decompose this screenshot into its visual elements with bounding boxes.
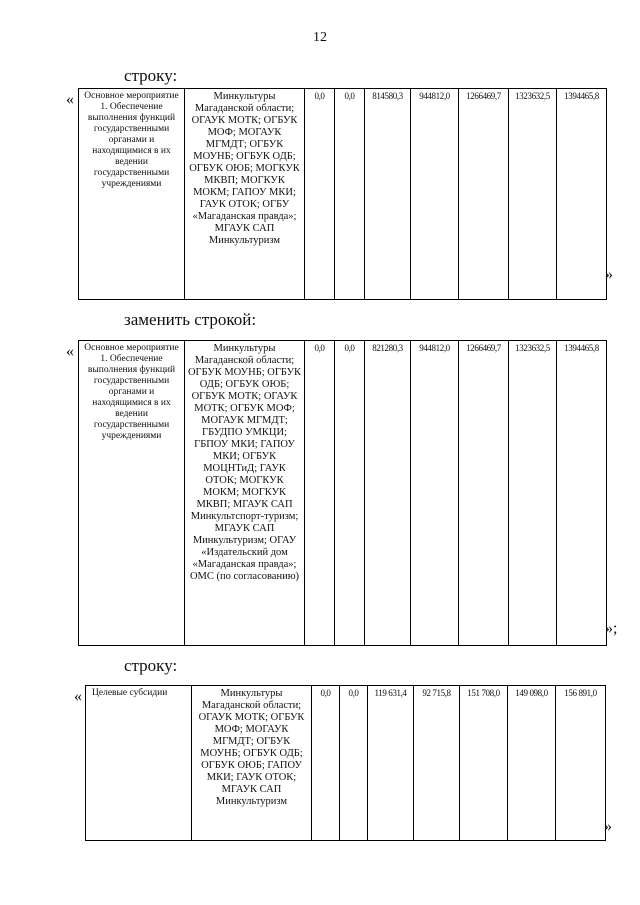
quote-open-1: «	[66, 91, 74, 108]
quote-close-1: »	[605, 266, 613, 283]
quote-close-3: »	[604, 818, 612, 835]
executors-cell: Минкультуры Магаданской области; ОГАУК МОТК; ОГБУК МОФ; МОГАУК МГМДТ; ОГБУК МОУНБ; ОГБУК ОДБ; ОГБУК ОЮБ; ГАПОУ МКИ; ГАУК ОТОК; МГАУК САП Минкультуризм	[192, 686, 312, 841]
page-number: 12	[313, 30, 327, 45]
value-cell: 156 891,0	[556, 686, 606, 841]
quote-open-2: «	[66, 343, 74, 360]
measure-name-cell: Основное мероприятие 1. Обеспечение выполнения функций государственными органами и находящимися в их ведении государственными учреждениями	[79, 341, 185, 646]
quote-open-3: «	[74, 688, 82, 705]
heading-stroku-1: строку:	[124, 66, 178, 85]
executors-cell: Минкультуры Магаданской области; ОГБУК МОУНБ; ОГБУК ОДБ; ОГБУК ОЮБ; ОГБУК МОТК; ОГАУК МОТК; ОГБУК МОФ; МОГАУК МГМДТ; ГБУДПО УМКЦИ; ГБПОУ МКИ; ГАПОУ МКИ; ОГБУК МОЦНТиД; ГАУК ОТОК; МОГКУК МОКМ; МОГКУК МКВП; МГАУК САП Минкультспорт-туризм; МГАУК САП Минкультуризм; ОГАУ «Издательский дом «Магаданская правда»; ОМС (по согласованию)	[185, 341, 305, 646]
value-cell: 1266469,7	[459, 89, 509, 300]
value-cell: 0,0	[305, 341, 335, 646]
executors-cell: Минкультуры Магаданской области; ОГАУК МОТК; ОГБУК МОФ; МОГАУК МГМДТ; ОГБУК МОУНБ; ОГБУК ОДБ; ОГБУК ОЮБ; МОГКУК МКВП; МОГКУК МОКМ; ГАПОУ МКИ; ГАУК ОТОК; ОГБУ «Магаданская правда»; МГАУК САП Минкультуризм	[185, 89, 305, 300]
value-cell: 151 708,0	[460, 686, 508, 841]
quote-close-2: »;	[605, 620, 618, 637]
value-cell: 0,0	[312, 686, 340, 841]
value-cell: 92 715,8	[414, 686, 460, 841]
value-cell: 1323632,5	[509, 341, 557, 646]
measure-name-cell: Основное мероприятие 1. Обеспечение выполнения функций государственными органами и находящимися в их ведении государственными учреждениями	[79, 89, 185, 300]
value-cell: 814580,3	[365, 89, 411, 300]
value-cell: 944812,0	[411, 341, 459, 646]
value-cell: 821280,3	[365, 341, 411, 646]
value-cell: 944812,0	[411, 89, 459, 300]
value-cell: 0,0	[335, 89, 365, 300]
table-row-subsidies	[85, 685, 606, 841]
value-cell: 1394465,8	[557, 341, 607, 646]
value-cell: 0,0	[340, 686, 368, 841]
heading-replace: заменить строкой:	[124, 310, 257, 329]
value-cell: 1394465,8	[557, 89, 607, 300]
value-cell: 0,0	[305, 89, 335, 300]
heading-stroku-2: строку:	[124, 656, 178, 675]
value-cell: 0,0	[335, 341, 365, 646]
value-cell: 119 631,4	[368, 686, 414, 841]
measure-name-cell: Целевые субсидии	[86, 686, 192, 841]
table-row-original	[78, 88, 607, 300]
value-cell: 149 098,0	[508, 686, 556, 841]
table-row-replacement	[78, 340, 607, 646]
value-cell: 1266469,7	[459, 341, 509, 646]
value-cell: 1323632,5	[509, 89, 557, 300]
